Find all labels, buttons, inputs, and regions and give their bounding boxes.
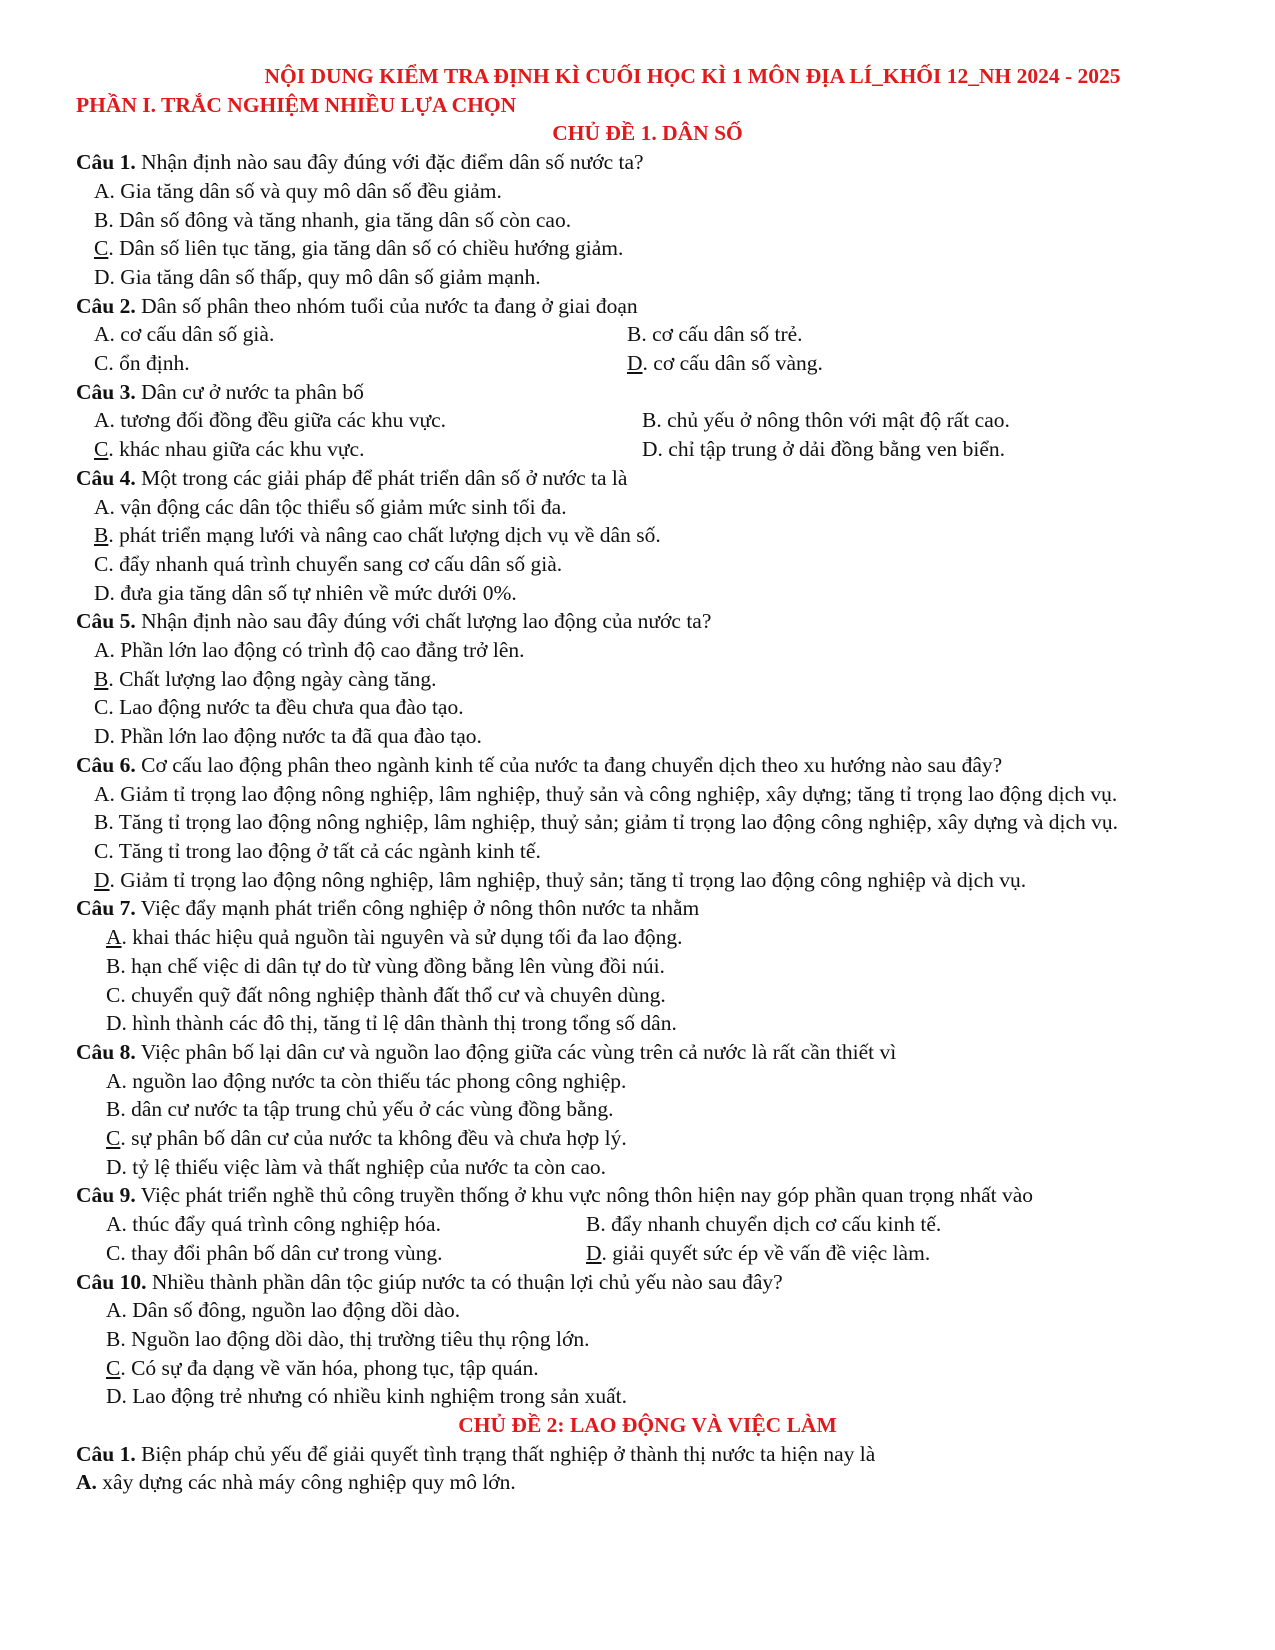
question-label: Câu 1. [76,1441,136,1466]
option-a: A. thúc đẩy quá trình công nghiệp hóa. [106,1212,441,1237]
question-text: Việc phân bố lại dân cư và nguồn lao động giữa các vùng trên cả nước là rất cần thiết vì [135,1039,897,1064]
question-6 [76,751,1275,780]
answer-key: C [94,437,109,462]
option-row [0,349,1275,378]
question-label: Câu 5. [76,609,136,634]
option-c [106,1354,1275,1383]
option-c: C. Lao động nước ta đều chưa qua đào tạo. [94,695,464,720]
answer-key: C [106,1126,121,1151]
option-text: . phát triển mạng lưới và nâng cao chất lượng dịch vụ về dân số. [108,523,661,548]
option-text: . cơ cấu dân số vàng. [642,351,823,376]
question-text: Nhận định nào sau đây đúng với chất lượng lao động của nước ta? [135,609,712,634]
option-a [76,1468,1275,1497]
option-a: A. tương đối đồng đều giữa các khu vực. [94,408,447,433]
question-5 [76,607,1275,636]
option-d: D. tỷ lệ thiếu việc làm và thất nghiệp của nước ta còn cao. [106,1154,607,1179]
question-text: Dân số phân theo nhóm tuổi của nước ta đang ở giai đoạn [135,293,638,318]
option-text: . sự phân bố dân cư của nước ta không đều và chưa hợp lý. [120,1126,627,1151]
question-label: Câu 1. [76,150,136,175]
question-1 [76,1440,1275,1469]
part-heading: PHẦN I. TRẮC NGHIỆM NHIỀU LỰA CHỌN [76,92,517,117]
question-2 [76,292,1275,321]
option-text: . Dân số liên tục tăng, gia tăng dân số có chiều hướng giảm. [108,236,624,261]
option-c: C. ổn định. [94,351,190,376]
question-10 [76,1268,1275,1297]
option-c: C. đẩy nhanh quá trình chuyển sang cơ cấu dân số già. [94,551,563,576]
answer-key: B [94,523,109,548]
option-text: . Chất lượng lao động ngày càng tăng. [108,666,437,691]
answer-key: D [94,867,110,892]
option-b [94,521,1275,550]
question-text: Biện pháp chủ yếu để giải quyết tình trạng thất nghiệp ở thành thị nước ta hiện nay là [135,1441,876,1466]
option-row [0,320,1275,349]
option-a: A. Phần lớn lao động có trình độ cao đẳng trở lên. [94,638,525,663]
option-b: B. chủ yếu ở nông thôn với mật độ rất cao. [642,408,1010,433]
option-c [106,1124,1275,1153]
option-d: D. Gia tăng dân số thấp, quy mô dân số giảm mạnh. [94,264,541,289]
option-d: D. chỉ tập trung ở dải đồng bằng ven biển. [642,437,1006,462]
answer-key: C [94,236,109,261]
option-a: A. vận động các dân tộc thiểu số giảm mức sinh tối đa. [94,494,567,519]
document-title: NỘI DUNG KIỂM TRA ĐỊNH KÌ CUỐI HỌC KÌ 1 MÔN ĐỊA LÍ_KHỐI 12_NH 2024 - 2025 [264,64,1121,88]
question-label: Câu 6. [76,752,136,777]
question-text: Dân cư ở nước ta phân bố [135,379,364,404]
option-c [94,435,642,464]
option-d [627,349,823,378]
answer-key: D [586,1240,602,1265]
option-d: D. hình thành các đô thị, tăng tỉ lệ dân thành thị trong tổng số dân. [106,1011,677,1036]
topic-2-heading: CHỦ ĐỀ 2: LAO ĐỘNG VÀ VIỆC LÀM [458,1413,837,1438]
option-b: B. Dân số đông và tăng nhanh, gia tăng dân số còn cao. [94,207,572,232]
option-row [0,435,1275,464]
option-d: D. đưa gia tăng dân số tự nhiên về mức dưới 0%. [94,580,517,605]
question-text: Cơ cấu lao động phân theo ngành kinh tế của nước ta đang chuyển dịch theo xu hướng nào sau đây? [135,752,1003,777]
option-d [94,866,1275,895]
question-text: Nhiều thành phần dân tộc giúp nước ta có thuận lợi chủ yếu nào sau đây? [146,1269,783,1294]
option-a: A. Giảm tỉ trọng lao động nông nghiệp, lâm nghiệp, thuỷ sản và công nghiệp, xây dựng; tăng tỉ trọng lao động dịch vụ. [94,781,1118,806]
question-9 [76,1181,1275,1210]
option-d: D. Lao động trẻ nhưng có nhiều kinh nghiệm trong sản xuất. [106,1384,627,1409]
topic-1-heading: CHỦ ĐỀ 1. DÂN SỐ [552,121,743,146]
question-text: Việc đẩy mạnh phát triển công nghiệp ở nông thôn nước ta nhằm [135,896,700,921]
question-text: Nhận định nào sau đây đúng với đặc điểm dân số nước ta? [135,150,644,175]
question-label: Câu 2. [76,293,136,318]
question-3 [76,378,1275,407]
option-a: A. Dân số đông, nguồn lao động dồi dào. [106,1298,461,1323]
option-b [94,665,1275,694]
option-row [0,406,1275,435]
option-a: A. Gia tăng dân số và quy mô dân số đều giảm. [94,178,502,203]
answer-key: B [94,666,109,691]
answer-key: A [106,925,122,950]
option-text: . khai thác hiệu quả nguồn tài nguyên và sử dụng tối đa lao động. [121,925,683,950]
option-c: C. thay đổi phân bố dân cư trong vùng. [106,1240,443,1265]
option-row [0,1239,1275,1268]
option-a: A. nguồn lao động nước ta còn thiếu tác phong công nghiệp. [106,1068,627,1093]
option-b: B. Nguồn lao động dồi dào, thị trường tiêu thụ rộng lớn. [106,1326,590,1351]
option-b: B. dân cư nước ta tập trung chủ yếu ở các vùng đồng bằng. [106,1097,614,1122]
option-c [94,234,1275,263]
option-text: . Giảm tỉ trọng lao động nông nghiệp, lâm nghiệp, thuỷ sản; tăng tỉ trọng lao động công nghiệp và dịch vụ. [109,867,1027,892]
question-label: Câu 8. [76,1039,136,1064]
option-text: . Có sự đa dạng về văn hóa, phong tục, tập quán. [120,1355,539,1380]
option-row [0,1210,1275,1239]
question-1 [76,148,1275,177]
option-b: B. đẩy nhanh chuyển dịch cơ cấu kinh tế. [586,1212,942,1237]
option-a: A. cơ cấu dân số già. [94,322,275,347]
question-8 [76,1038,1275,1067]
option-b: B. hạn chế việc di dân tự do từ vùng đồng bằng lên vùng đồi núi. [106,953,665,978]
option-d [586,1239,930,1268]
question-label: Câu 10. [76,1269,147,1294]
option-text: . khác nhau giữa các khu vực. [108,437,365,462]
question-label: Câu 9. [76,1183,136,1208]
question-text: Một trong các giải pháp để phát triển dân số ở nước ta là [135,465,628,490]
answer-key: A. [76,1470,97,1495]
answer-key: C [106,1355,121,1380]
question-label: Câu 3. [76,379,136,404]
option-c: C. chuyển quỹ đất nông nghiệp thành đất thổ cư và chuyên dùng. [106,982,666,1007]
option-text: xây dựng các nhà máy công nghiệp quy mô lớn. [96,1470,516,1495]
question-text: Việc phát triển nghề thủ công truyền thống ở khu vực nông thôn hiện nay góp phần quan trọng nhất vào [135,1183,1034,1208]
exam-document [0,62,1275,1497]
question-label: Câu 7. [76,896,136,921]
option-b: B. Tăng tỉ trọng lao động nông nghiệp, lâm nghiệp, thuỷ sản; giảm tỉ trọng lao động công nghiệp, xây dựng và dịch vụ. [94,810,1119,835]
option-c: C. Tăng tỉ trong lao động ở tất cả các ngành kinh tế. [94,838,541,863]
option-text: . giải quyết sức ép về vấn đề việc làm. [601,1240,931,1265]
question-7 [76,894,1275,923]
option-b: B. cơ cấu dân số trẻ. [627,322,803,347]
question-label: Câu 4. [76,465,136,490]
option-d: D. Phần lớn lao động nước ta đã qua đào tạo. [94,724,482,749]
question-4 [76,464,1275,493]
answer-key: D [627,351,643,376]
option-a [106,923,1275,952]
